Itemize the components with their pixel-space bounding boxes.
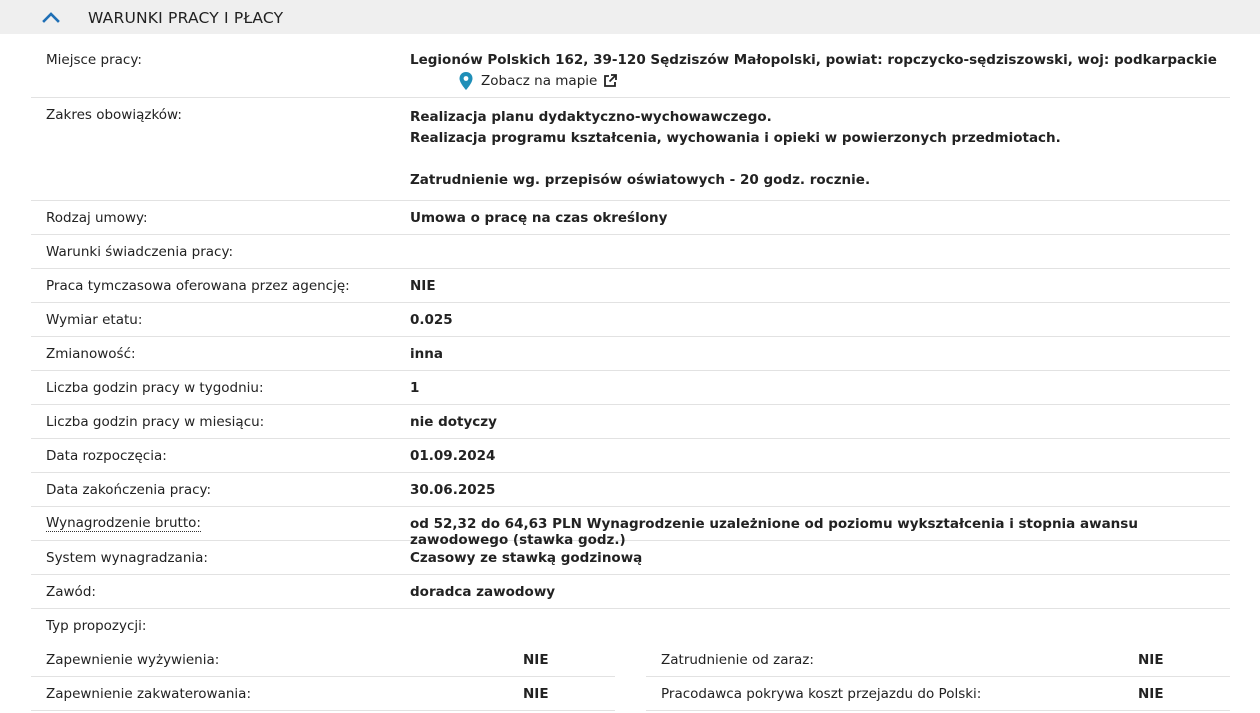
label-system-wynagradzania: System wynagradzania: xyxy=(46,550,208,566)
row-zakres-obowiazkow xyxy=(31,98,1230,201)
map-link[interactable] xyxy=(459,72,617,90)
label-praca-tymczasowa: Praca tymczasowa oferowana przez agencję: xyxy=(46,278,350,294)
row-zawod xyxy=(31,575,1230,609)
row-wynagrodzenie xyxy=(31,507,1230,548)
value-zmianowosc: inna xyxy=(410,346,443,362)
proposal-item xyxy=(31,677,615,711)
value-system-wynagradzania: Czasowy ze stawką godzinową xyxy=(410,550,643,566)
label-rodzaj-umowy: Rodzaj umowy: xyxy=(46,210,148,226)
proposal-value: NIE xyxy=(1138,652,1164,668)
value-godziny-tydzien: 1 xyxy=(410,380,420,396)
value-data-zakonczenia: 30.06.2025 xyxy=(410,482,496,498)
row-system-wynagradzania xyxy=(31,541,1230,575)
label-miejsce-pracy: Miejsce pracy: xyxy=(46,52,142,68)
label-wymiar-etatu: Wymiar etatu: xyxy=(46,312,143,328)
proposal-label: Zapewnienie zakwaterowania: xyxy=(46,686,251,702)
row-godziny-tydzien xyxy=(31,371,1230,405)
value-zakres-obowiazkow xyxy=(410,109,1061,193)
row-praca-tymczasowa xyxy=(31,269,1230,303)
value-zawod: doradca zawodowy xyxy=(410,584,556,600)
proposal-label: Zapewnienie wyżywienia: xyxy=(46,652,220,668)
value-wymiar-etatu: 0.025 xyxy=(410,312,453,328)
proposal-item xyxy=(646,677,1230,711)
row-typ-propozycji xyxy=(31,609,1230,642)
map-link-label[interactable]: Zobacz na mapie xyxy=(481,73,598,89)
proposal-item xyxy=(31,643,615,677)
row-warunki-swiadczenia xyxy=(31,235,1230,269)
proposal-label: Pracodawca pokrywa koszt przejazdu do Polski: xyxy=(661,686,982,702)
label-zakres-obowiazkow: Zakres obowiązków: xyxy=(46,107,182,123)
external-link-icon[interactable] xyxy=(603,74,617,88)
map-pin-icon xyxy=(459,72,473,90)
label-wynagrodzenie-tooltip[interactable]: Wynagrodzenie brutto: xyxy=(46,515,201,531)
row-zmianowosc xyxy=(31,337,1230,371)
row-rodzaj-umowy xyxy=(31,201,1230,235)
section-title: WARUNKI PRACY I PŁACY xyxy=(88,9,284,27)
label-godziny-miesiac: Liczba godzin pracy w miesiącu: xyxy=(46,414,265,430)
proposal-item xyxy=(646,643,1230,677)
value-rodzaj-umowy: Umowa o pracę na czas określony xyxy=(410,210,668,226)
row-wymiar-etatu xyxy=(31,303,1230,337)
row-data-rozpoczecia xyxy=(31,439,1230,473)
duty-line: Realizacja programu kształcenia, wychowania i opieki w powierzonych przedmiotach. xyxy=(410,130,1061,146)
label-zmianowosc: Zmianowość: xyxy=(46,346,136,362)
proposal-value: NIE xyxy=(523,652,549,668)
row-data-zakonczenia xyxy=(31,473,1230,507)
row-godziny-miesiac xyxy=(31,405,1230,439)
value-godziny-miesiac: nie dotyczy xyxy=(410,414,497,430)
duty-line: Realizacja planu dydaktyczno-wychowawczego. xyxy=(410,109,772,125)
proposal-value: NIE xyxy=(1138,686,1164,702)
chevron-up-icon[interactable] xyxy=(41,9,61,25)
label-data-rozpoczecia: Data rozpoczęcia: xyxy=(46,448,167,464)
proposal-label: Zatrudnienie od zaraz: xyxy=(661,652,814,668)
label-typ-propozycji: Typ propozycji: xyxy=(46,618,147,634)
label-warunki-swiadczenia: Warunki świadczenia pracy: xyxy=(46,244,234,260)
label-godziny-tydzien: Liczba godzin pracy w tygodniu: xyxy=(46,380,264,396)
row-miejsce-pracy xyxy=(31,34,1230,98)
label-zawod: Zawód: xyxy=(46,584,96,600)
proposal-value: NIE xyxy=(523,686,549,702)
duty-line: Zatrudnienie wg. przepisów oświatowych - 20 godz. rocznie. xyxy=(410,172,871,188)
value-wynagrodzenie: od 52,32 do 64,63 PLN Wynagrodzenie uzależnione od poziomu wykształcenia i stopnia awansu zawodowego (stawka godz.) xyxy=(410,516,1138,548)
value-miejsce-pracy: Legionów Polskich 162, 39-120 Sędziszów Małopolski, powiat: ropczycko-sędziszowski, woj: podkarpackie xyxy=(410,52,1217,68)
duty-line xyxy=(410,151,1061,172)
value-praca-tymczasowa: NIE xyxy=(410,278,436,294)
section-header[interactable] xyxy=(0,0,1260,34)
value-data-rozpoczecia: 01.09.2024 xyxy=(410,448,496,464)
label-data-zakonczenia: Data zakończenia pracy: xyxy=(46,482,212,498)
